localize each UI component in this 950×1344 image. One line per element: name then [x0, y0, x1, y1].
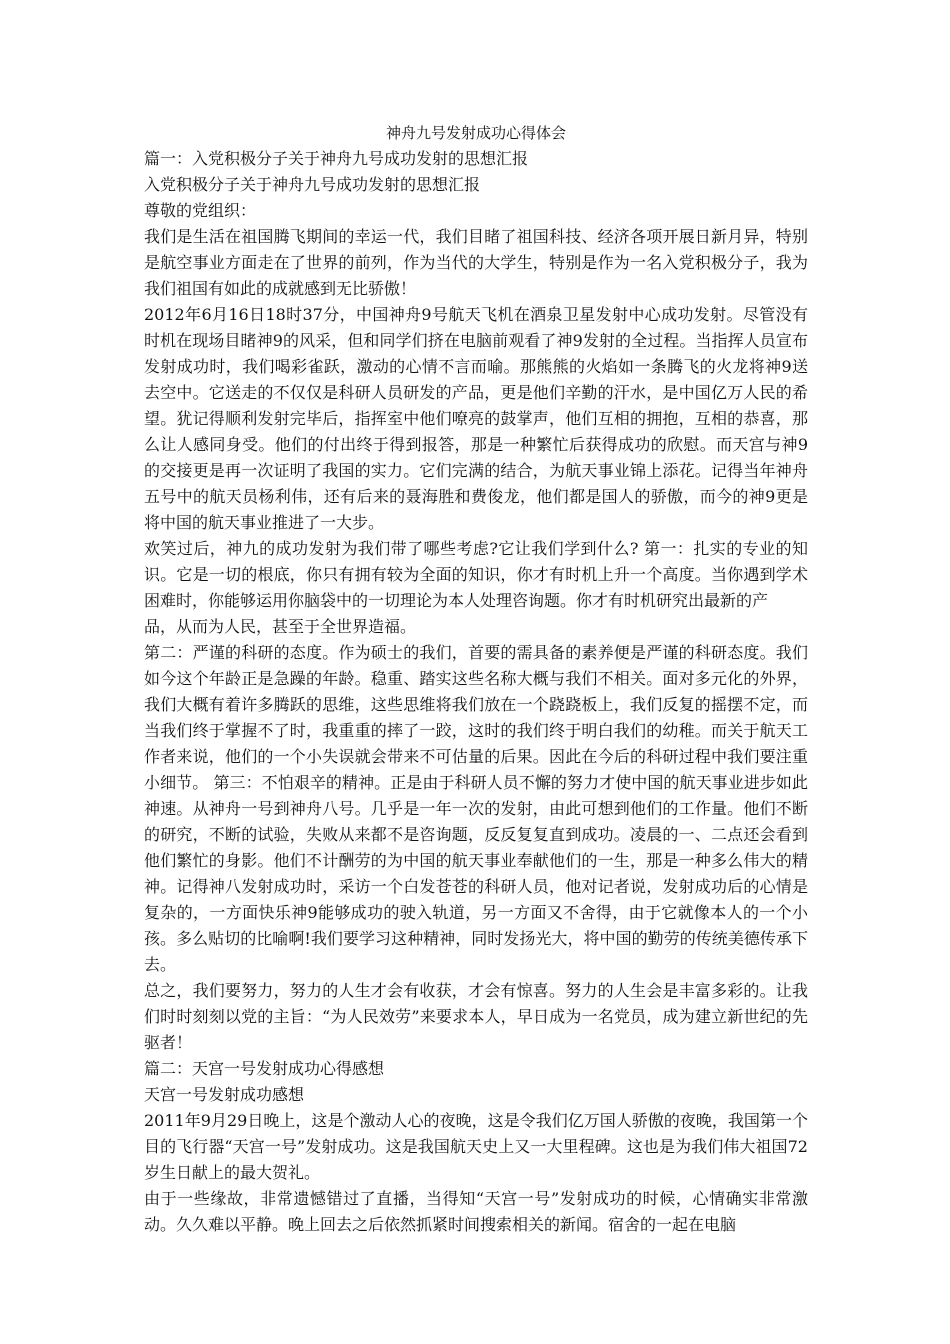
paragraph-intro: 我们是生活在祖国腾飞期间的幸运一代，我们目睹了祖国科技、经济各项开展日新月异，特别是航空事业方面走在了世界的前列，作为当代的大学生，特别是作为一名入党积极分子，我为我们祖国有如此的成就感到无比骄傲！: [144, 227, 808, 298]
document-page: [144, 120, 808, 1238]
paragraph-salutation: 尊敬的党组织：: [144, 201, 257, 220]
document-title: 神舟九号发射成功心得体会: [385, 124, 566, 142]
paragraph-section-two-subtitle: 天宫一号发射成功感想: [144, 1085, 305, 1104]
paragraph-points-two-three: 第二：严谨的科研的态度。作为硕士的我们，首要的需具备的素养便是严谨的科研态度。我们如今这个年龄正是急躁的年龄。稳重、踏实这些名称大概与我们不相关。面对多元化的外界，我们大概有着许多腾跃的思维，这些思维将我们放在一个跷跷板上，我们反复的摇摆不定，而当我们终于掌握不了时，我重重的摔了一跤，这时的我们终于明白我们的幼稚。而关于航天工作者来说，他们的一个小失误就会带来不可估量的后果。因此在今后的科研过程中我们要注重小细节。 第三：不怕艰辛的精神。正是由于科研人员不懈的努力才使中国的航天事业进步如此神速。从神舟一号到神舟八号。几乎是一年一次的发射，由此可想到他们的工作量。他们不断的研究，不断的试验，失败从来都不是咨询题，反反复复直到成功。凌晨的一、二点还会看到他们繁忙的身影。他们不计酬劳的为中国的航天事业奉献他们的一生，那是一种多么伟大的精神。记得神八发射成功时，采访一个白发苍苍的科研人员，他对记者说，发射成功后的心情是复杂的，一方面快乐神9能够成功的驶入轨道，另一方面又不舍得，由于它就像本人的一个小孩。多么贴切的比喻啊!我们要学习这种精神，同时发扬光大，将中国的勤劳的传统美德传承下去。: [144, 643, 808, 974]
paragraph-conclusion: 总之，我们要努力，努力的人生才会有收获，才会有惊喜。努力的人生会是丰富多彩的。让我们时时刻刻以党的主旨：“为人民效劳”来要求本人，早日成为一名党员，成为建立新世纪的先驱者！: [144, 981, 808, 1052]
paragraph-tiangong-reflection: 由于一些缘故，非常遗憾错过了直播，当得知“天宫一号”发射成功的时候，心情确实非常激动。久久难以平静。晚上回去之后依然抓紧时间搜索相关的新闻。宿舍的一起在电脑: [144, 1189, 808, 1234]
paragraph-section-two-heading: 篇二：天宫一号发射成功心得感想: [144, 1059, 385, 1078]
paragraph-section-one-heading: 篇一：入党积极分子关于神舟九号成功发射的思想汇报: [144, 149, 529, 168]
paragraph-point-one: 欢笑过后，神九的成功发射为我们带了哪些考虑?它让我们学到什么? 第一：扎实的专业的知识。它是一切的根底，你只有拥有较为全面的知识，你才有时机上升一个高度。当你遇到学术困难时，你能够运用你脑袋中的一切理论为本人处理咨询题。你才有时机研究出最新的产: [144, 539, 808, 610]
paragraph-report-title: 入党积极分子关于神舟九号成功发射的思想汇报: [144, 175, 481, 194]
paragraph-point-one-continued: 品，从而为人民，甚至于全世界造福。: [144, 617, 417, 636]
paragraph-launch-description: 2012年6月16日18时37分，中国神舟9号航天飞机在酒泉卫星发射中心成功发射。尽管没有时机在现场目睹神9的风采，但和同学们挤在电脑前观看了神9发射的全过程。当指挥人员宣布发射成功时，我们喝彩雀跃，激动的心情不言而喻。那熊熊的火焰如一条腾飞的火龙将神9送去空中。它送走的不仅仅是科研人员研发的产品，更是他们辛勤的汗水，是中国亿万人民的希望。犹记得顺利发射完毕后，指挥室中他们嘹亮的鼓掌声，他们互相的拥抱，互相的恭喜，那么让人感同身受。他们的付出终于得到报答，那是一种繁忙后获得成功的欣慰。而天宫与神9的交接更是再一次证明了我国的实力。它们完满的结合，为航天事业锦上添花。记得当年神舟五号中的航天员杨利伟，还有后来的聂海胜和费俊龙，他们都是国人的骄傲，而今的神9更是将中国的航天事业推进了一大步。: [144, 305, 808, 532]
paragraph-tiangong-launch: 2011年9月29日晚上，这是个激动人心的夜晚，这是令我们亿万国人骄傲的夜晚，我国第一个目的飞行器“天宫一号”发射成功。这是我国航天史上又一大里程碑。这也是为我们伟大祖国72岁生日献上的最大贺礼。: [144, 1111, 808, 1182]
